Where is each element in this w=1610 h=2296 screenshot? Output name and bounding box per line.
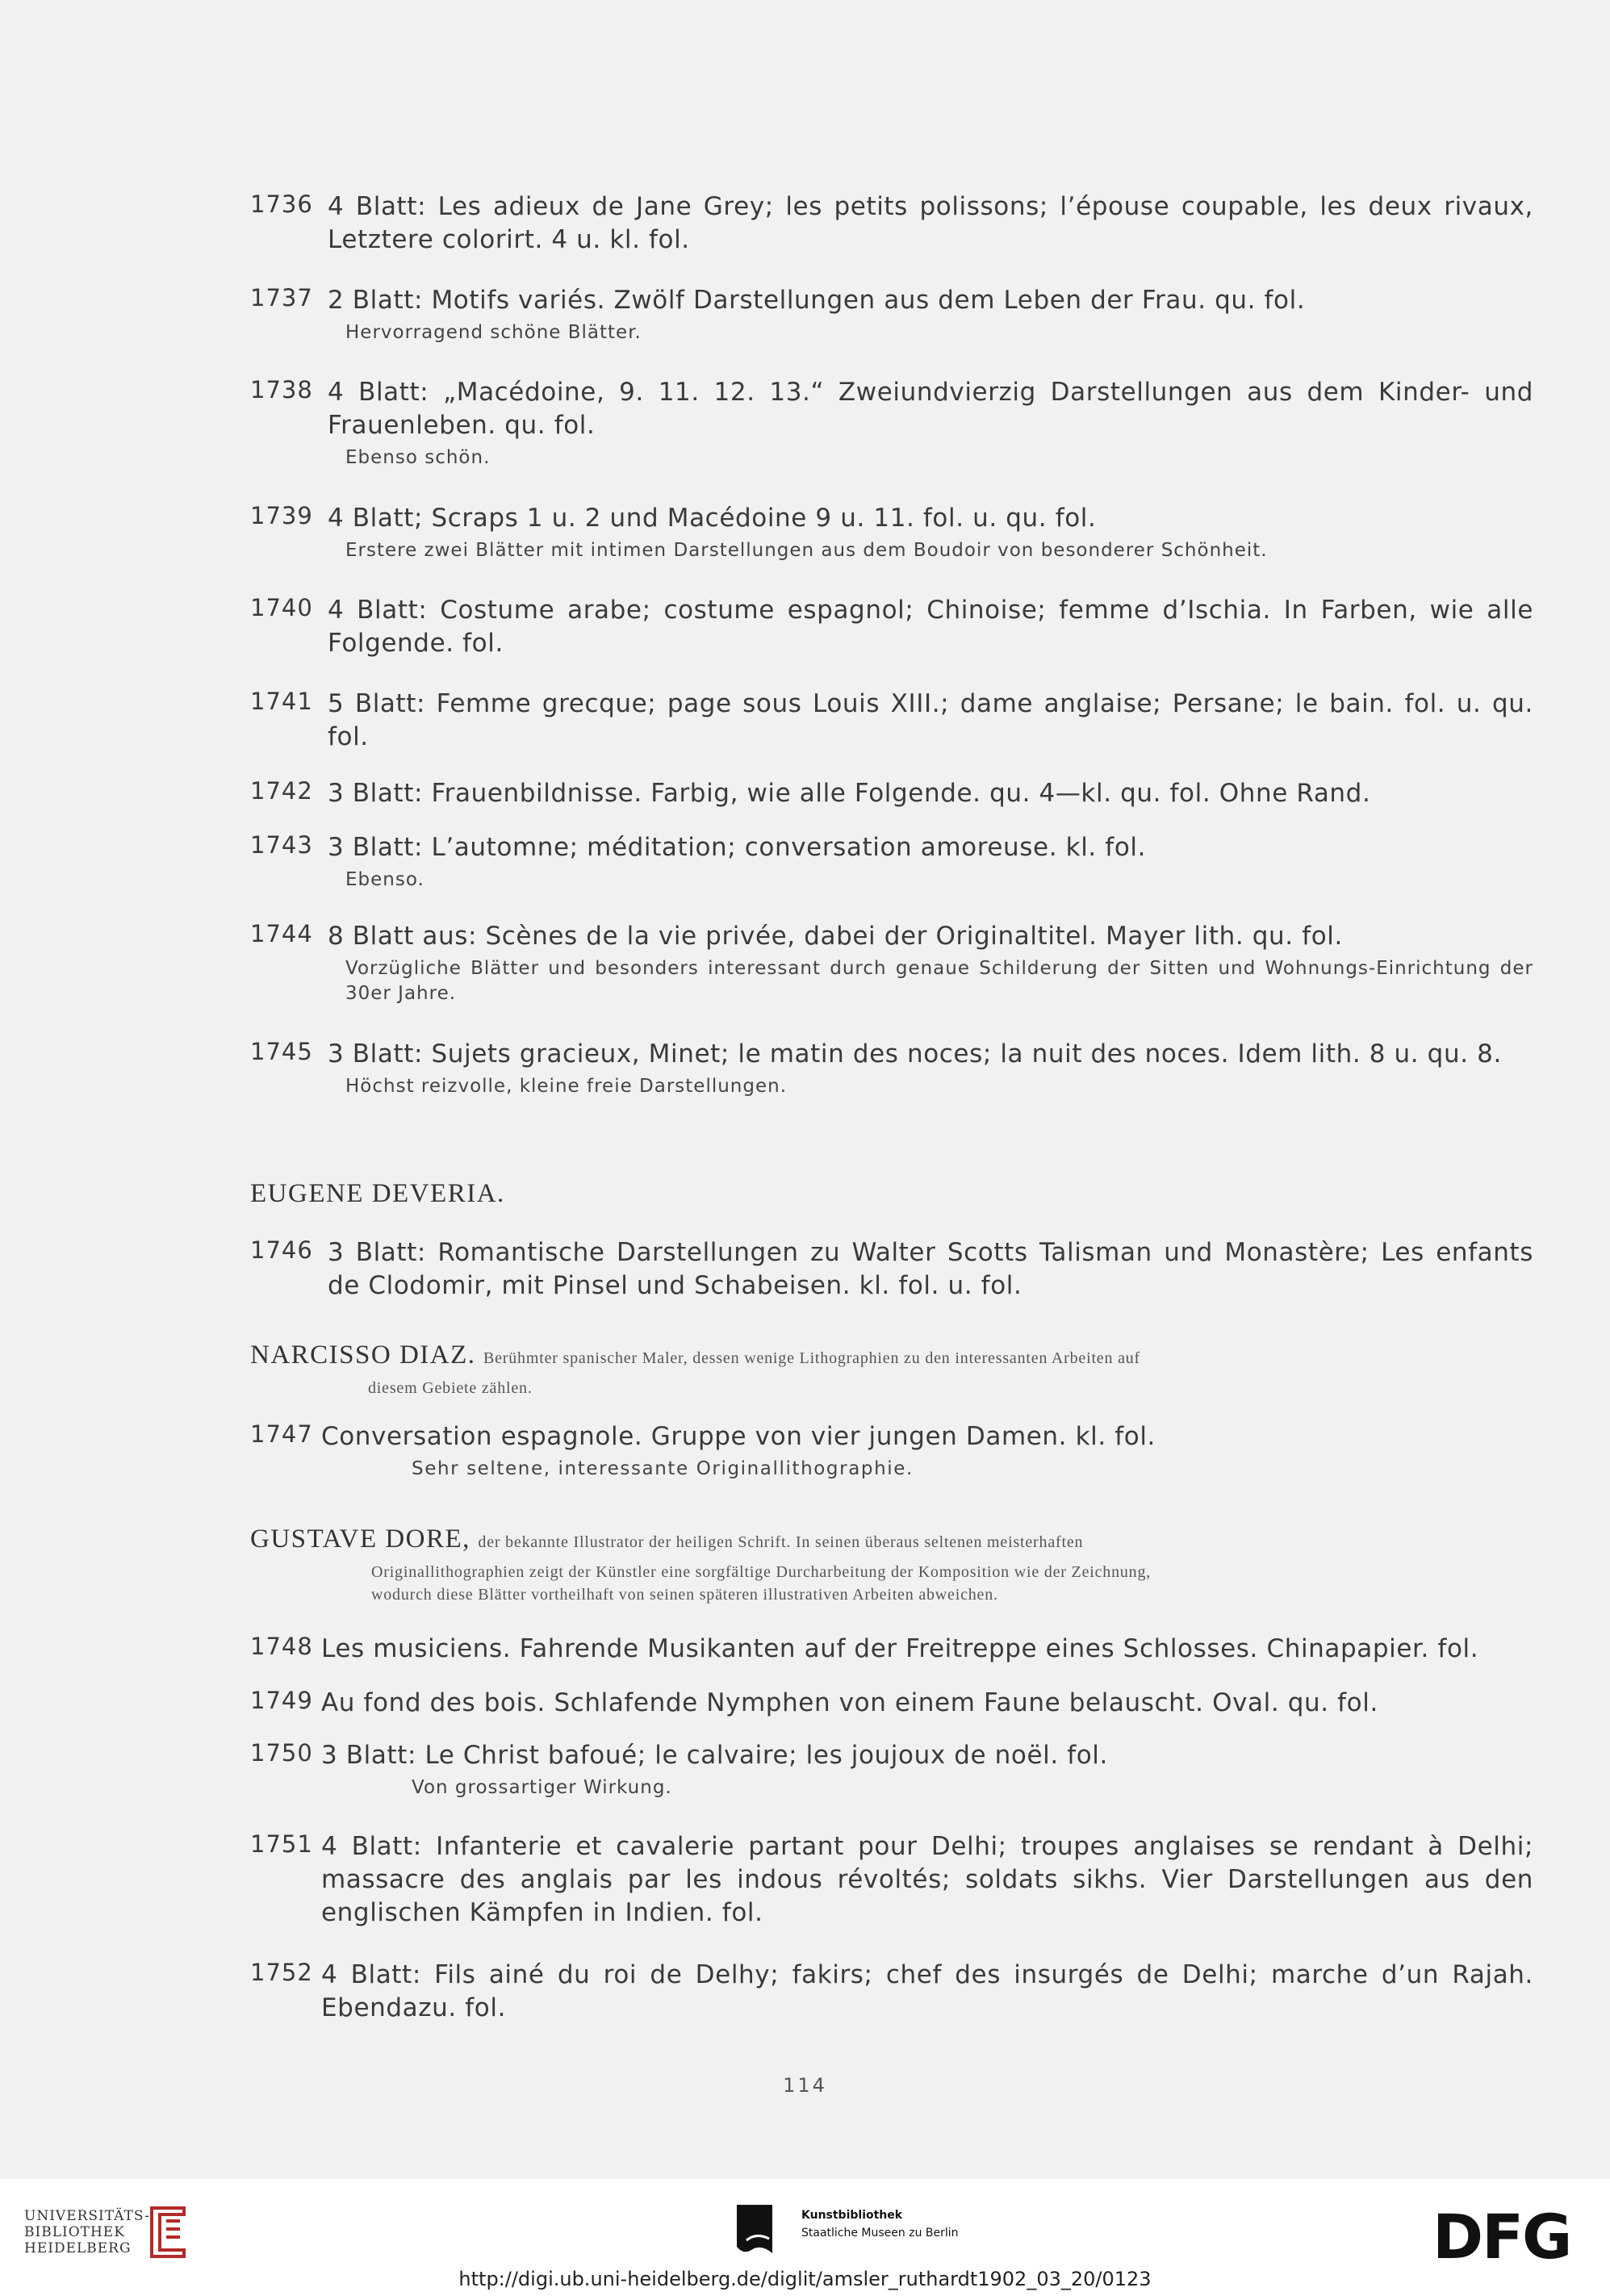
page-number: 114	[783, 2074, 827, 2097]
artist-name: NARCISSO DIAZ.	[250, 1340, 476, 1370]
entry-1746	[250, 1236, 1533, 1303]
entry-1740	[250, 594, 1533, 660]
university-line: HEIDELBERG	[24, 2240, 132, 2256]
entry-text: 8 Blatt aus: Scènes de la vie privée, dabei der Originaltitel. Mayer lith. qu. fol.	[328, 922, 1343, 951]
entry-number: 1740	[250, 594, 313, 621]
entry-note: Höchst reizvolle, kleine freie Darstellungen.	[345, 1076, 788, 1097]
entry-text: 4 Blatt; Scraps 1 u. 2 und Macédoine 9 u. 11. fol. u. qu. fol.	[328, 504, 1097, 533]
entry-number: 1745	[250, 1038, 313, 1065]
entry-1747	[250, 1420, 1533, 1482]
heidelberg-emblem-icon	[144, 2200, 192, 2265]
entry-text: 4 Blatt: Fils ainé du roi de Delhy; fakirs; chef des insurgés de Delhi; marche d’un Rajah. Ebendazu. fol.	[321, 1960, 1533, 2022]
entry-1744	[250, 920, 1533, 1006]
kunstbibliothek-subtitle: Staatliche Museen zu Berlin	[801, 2227, 959, 2240]
entry-number: 1741	[250, 688, 313, 715]
entry-1750	[250, 1739, 1533, 1800]
entry-text: Au fond des bois. Schlafende Nymphen von einem Faune belauscht. Oval. qu. fol.	[321, 1688, 1378, 1717]
entry-number: 1751	[250, 1830, 313, 1858]
entry-text: 3 Blatt: Frauenbildnisse. Farbig, wie alle Folgende. qu. 4—kl. qu. fol. Ohne Rand.	[328, 779, 1371, 808]
entry-note: Hervorragend schöne Blätter.	[345, 322, 642, 343]
entry-note: Ebenso schön.	[345, 447, 491, 468]
kunstbibliothek-title: Kunstbibliothek	[801, 2209, 903, 2222]
entry-1739	[250, 502, 1533, 563]
entry-1745	[250, 1038, 1533, 1099]
entry-number: 1750	[250, 1739, 313, 1767]
dfg-logo-text: DFG	[1432, 2205, 1571, 2265]
entry-number: 1738	[250, 376, 313, 404]
artist-name: EUGENE DEVERIA.	[250, 1179, 505, 1208]
viewer-footer	[0, 2179, 1610, 2296]
entry-1752	[250, 1959, 1533, 2025]
artist-heading-diaz	[250, 1341, 1535, 1399]
entry-number: 1737	[250, 284, 313, 312]
entry-1748	[250, 1633, 1533, 1666]
entry-number: 1739	[250, 502, 313, 529]
entry-1742	[250, 777, 1533, 810]
entry-text: 2 Blatt: Motifs variés. Zwölf Darstellungen aus dem Leben der Frau. qu. fol.	[328, 286, 1306, 315]
artist-heading-deveria	[250, 1180, 1535, 1207]
page-url[interactable]: http://digi.ub.uni-heidelberg.de/diglit/amsler_ruthardt1902_03_20/0123	[458, 2268, 1152, 2290]
kunstbibliothek-label[interactable]	[801, 2206, 959, 2242]
entry-text: Les musiciens. Fahrende Musikanten auf der Freitreppe eines Schlosses. Chinapapier. fol.	[321, 1634, 1479, 1663]
artist-description-continued: Originallithographien zeigt der Künstler eine sorgfältige Durcharbeitung der Komposition wie der Zeichnung,	[371, 1563, 1152, 1581]
entry-note: Erstere zwei Blätter mit intimen Darstellungen aus dem Boudoir von besonderer Schönheit.	[345, 540, 1268, 561]
entry-text: 4 Blatt: „Macédoine, 9. 11. 12. 13.“ Zweiundvierzig Darstellungen aus dem Kinder- und Frauenleben. qu. fol.	[328, 378, 1533, 440]
entry-text: 4 Blatt: Infanterie et cavalerie partant pour Delhi; troupes anglaises se rendant à Delhi; massacre des anglais par les indous révoltés; soldats sikhs. Vier Darstellungen aus den englischen Kämpfen in Indien. fol.	[321, 1832, 1533, 1927]
university-library-logo[interactable]	[24, 2208, 150, 2256]
university-line: UNIVERSITÄTS-	[24, 2208, 150, 2224]
artist-description-continued: diesem Gebiete zählen.	[368, 1379, 533, 1397]
university-line: BIBLIOTHEK	[24, 2224, 125, 2240]
kunstbibliothek-logo-icon	[737, 2205, 785, 2263]
entry-1738	[250, 376, 1533, 470]
artist-description: der bekannte Illustrator der heiligen Schrift. In seinen überaus seltenen meisterhaften	[478, 1533, 1084, 1551]
entry-text: 4 Blatt: Costume arabe; costume espagnol; Chinoise; femme d’Ischia. In Farben, wie alle Folgende. fol.	[328, 596, 1533, 658]
entry-text: 3 Blatt: L’automne; méditation; conversation amoreuse. kl. fol.	[328, 833, 1147, 862]
entry-number: 1743	[250, 831, 313, 859]
entry-text: 3 Blatt: Romantische Darstellungen zu Walter Scotts Talisman und Monastère; Les enfants de Clodomir, mit Pinsel und Schabeisen. kl. fol. u. fol.	[328, 1238, 1533, 1300]
artist-description-continued: wodurch diese Blätter vortheilhaft von seinen späteren illustrativen Arbeiten abweichen.	[371, 1586, 998, 1604]
entry-text: 3 Blatt: Le Christ bafoué; le calvaire; les joujoux de noël. fol.	[321, 1741, 1108, 1770]
entry-note: Vorzügliche Blätter und besonders interessant durch genaue Schilderung der Sitten und Wohnungs-Einrichtung der 30er Jahre.	[345, 958, 1533, 1004]
entry-number: 1744	[250, 920, 313, 947]
entry-1737	[250, 284, 1533, 345]
entry-number: 1752	[250, 1959, 313, 1986]
entry-note: Von grossartiger Wirkung.	[412, 1777, 672, 1798]
artist-name: GUSTAVE DORE,	[250, 1524, 470, 1554]
entry-number: 1736	[250, 190, 313, 218]
entry-text: 3 Blatt: Sujets gracieux, Minet; le matin des noces; la nuit des noces. Idem lith. 8 u. qu. 8.	[328, 1039, 1502, 1069]
dfg-logo-icon[interactable]	[1432, 2205, 1586, 2265]
artist-heading-dore	[250, 1525, 1535, 1606]
entry-1743	[250, 831, 1533, 893]
entry-1736	[250, 190, 1533, 257]
entry-1751	[250, 1830, 1533, 1930]
entry-note: Sehr seltene, interessante Originallithographie.	[412, 1458, 914, 1479]
entry-text: 4 Blatt: Les adieux de Jane Grey; les petits polissons; l’épouse coupable, les deux rivaux, Letztere colorirt. 4 u. kl. fol.	[328, 192, 1533, 254]
entry-number: 1749	[250, 1687, 313, 1714]
entry-1741	[250, 688, 1533, 754]
entry-note: Ebenso.	[345, 869, 424, 890]
entry-number: 1742	[250, 777, 313, 805]
entry-text: Conversation espagnole. Gruppe von vier jungen Damen. kl. fol.	[321, 1422, 1156, 1451]
entry-text: 5 Blatt: Femme grecque; page sous Louis XIII.; dame anglaise; Persane; le bain. fol. u. qu. fol.	[328, 689, 1533, 751]
artist-description: Berühmter spanischer Maler, dessen wenige Lithographien zu den interessanten Arbeiten auf	[483, 1349, 1141, 1367]
entry-number: 1747	[250, 1420, 313, 1448]
entry-1749	[250, 1687, 1533, 1720]
entry-number: 1748	[250, 1633, 313, 1660]
entry-number: 1746	[250, 1236, 313, 1264]
